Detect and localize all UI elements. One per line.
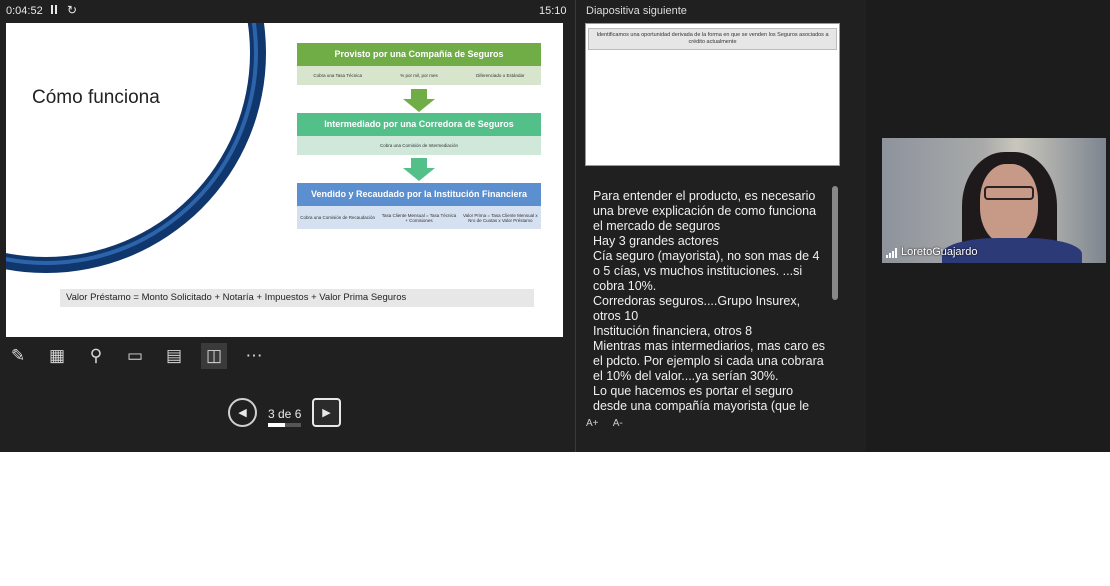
participant-name: LoretoGuajardo (901, 246, 978, 258)
slide-toolbar (0, 343, 290, 371)
slide-title: Cómo funciona (32, 87, 160, 108)
progress-fill (268, 423, 285, 427)
notes-line: el mercado de seguros (593, 219, 721, 233)
box-header: Vendido y Recaudado por la Institución Financiera (297, 183, 541, 206)
notes-line: Corredoras seguros....Grupo Insurex, (593, 294, 801, 308)
box-row (297, 206, 541, 229)
notes-line: Mientras mas intermediarios, mas caro es (593, 339, 826, 353)
box-cell: Cobra una Comisión de Intermediación (379, 143, 459, 148)
slide-progress (268, 423, 301, 427)
next-slide-label: Diapositiva siguiente (586, 5, 687, 17)
participant-label (886, 246, 977, 258)
box-cell: Tasa Cliente Mensual = Tasa Técnica + Comisiones (381, 212, 457, 223)
notes-line: cobra 10%. (593, 279, 657, 293)
grid-icon[interactable]: ▦ (48, 346, 66, 365)
notes-line: el pdcto. Por ejemplo si cada una cobrara (593, 354, 824, 368)
pause-icon[interactable] (50, 5, 58, 15)
participant-video (882, 138, 1106, 263)
screen-icon[interactable]: ▭ (126, 346, 144, 365)
box-row (297, 66, 541, 85)
signal-icon (886, 248, 897, 258)
decrease-font-button[interactable]: A- (612, 418, 623, 429)
box-insurance-company (297, 43, 541, 85)
down-arrow-icon (403, 158, 435, 181)
presenter-topbar (0, 0, 575, 22)
box-cell: Diferenciado o Estándar (476, 73, 525, 78)
box-header: Intermediado por una Corredora de Seguros (297, 113, 541, 136)
clock: 15:10 (539, 5, 567, 17)
increase-font-button[interactable]: A+ (586, 418, 599, 429)
pen-icon[interactable]: ✎ (10, 346, 26, 365)
camera-icon[interactable]: ◫ (201, 343, 227, 369)
zoom-icon[interactable]: ⚲ (89, 346, 103, 365)
notes-font-controls (586, 418, 635, 429)
notes-line: Cía seguro (mayorista), no son mas de 4 (593, 249, 820, 263)
slide-navigation (0, 398, 566, 430)
reset-icon[interactable]: ↻ (67, 3, 78, 17)
notes-line: o 5 cías, vs muchos instituciones. ...si (593, 264, 803, 278)
box-cell: % por mil, por mes (400, 73, 438, 78)
elapsed-timer: 0:04:52 (6, 5, 43, 17)
notes-line: desde una compañía mayorista (que le (593, 399, 810, 413)
speaker-notes[interactable] (585, 181, 833, 413)
subtitles-icon[interactable]: ▤ (165, 346, 183, 365)
box-financial-institution (297, 183, 541, 229)
current-slide (6, 23, 563, 337)
slide-counter[interactable]: 3 de 6 (268, 407, 302, 421)
box-header: Provisto por una Compañía de Seguros (297, 43, 541, 66)
more-icon[interactable]: ⋯ (245, 346, 263, 365)
formula-text: Valor Préstamo = Monto Solicitado + Notaría + Impuestos + Valor Prima Seguros (60, 289, 534, 307)
next-slide-preview[interactable] (585, 23, 840, 166)
box-cell: Valor Prima = Tasa Cliente Mensual x Nro de Cuotas x Valor Préstamo (462, 212, 538, 223)
notes-line: Para entender el producto, es necesario (593, 189, 816, 203)
previous-slide-button[interactable]: ◀ (228, 398, 257, 427)
decorative-arc-accent (6, 23, 258, 265)
notes-line: otros 10 (593, 309, 639, 323)
notes-line: el 10% del valor....ya serían 30%. (593, 369, 779, 383)
box-cell: Cobra una Comisión de Recaudación (300, 215, 376, 220)
next-slide-button[interactable]: ▶ (312, 398, 341, 427)
participant-face (980, 164, 1038, 244)
notes-line: una breve explicación de como funciona (593, 204, 817, 218)
box-broker (297, 113, 541, 155)
scrollbar-thumb[interactable] (832, 186, 838, 300)
next-slide-header-text: Identificamos una oportunidad derivada de la forma en que se venden los Seguros asociados a crédito actualmente (588, 28, 837, 50)
panel-divider (575, 0, 576, 452)
down-arrow-icon (403, 89, 435, 112)
notes-line: Hay 3 grandes actores (593, 234, 719, 248)
box-row (297, 136, 541, 155)
glasses-shape (984, 186, 1034, 200)
box-cell: Cobra una Tasa Técnica (313, 73, 362, 78)
notes-scrollbar[interactable] (832, 186, 838, 411)
notes-line: Lo que hacemos es portar el seguro (593, 384, 794, 398)
notes-line: Institución financiera, otros 8 (593, 324, 753, 338)
